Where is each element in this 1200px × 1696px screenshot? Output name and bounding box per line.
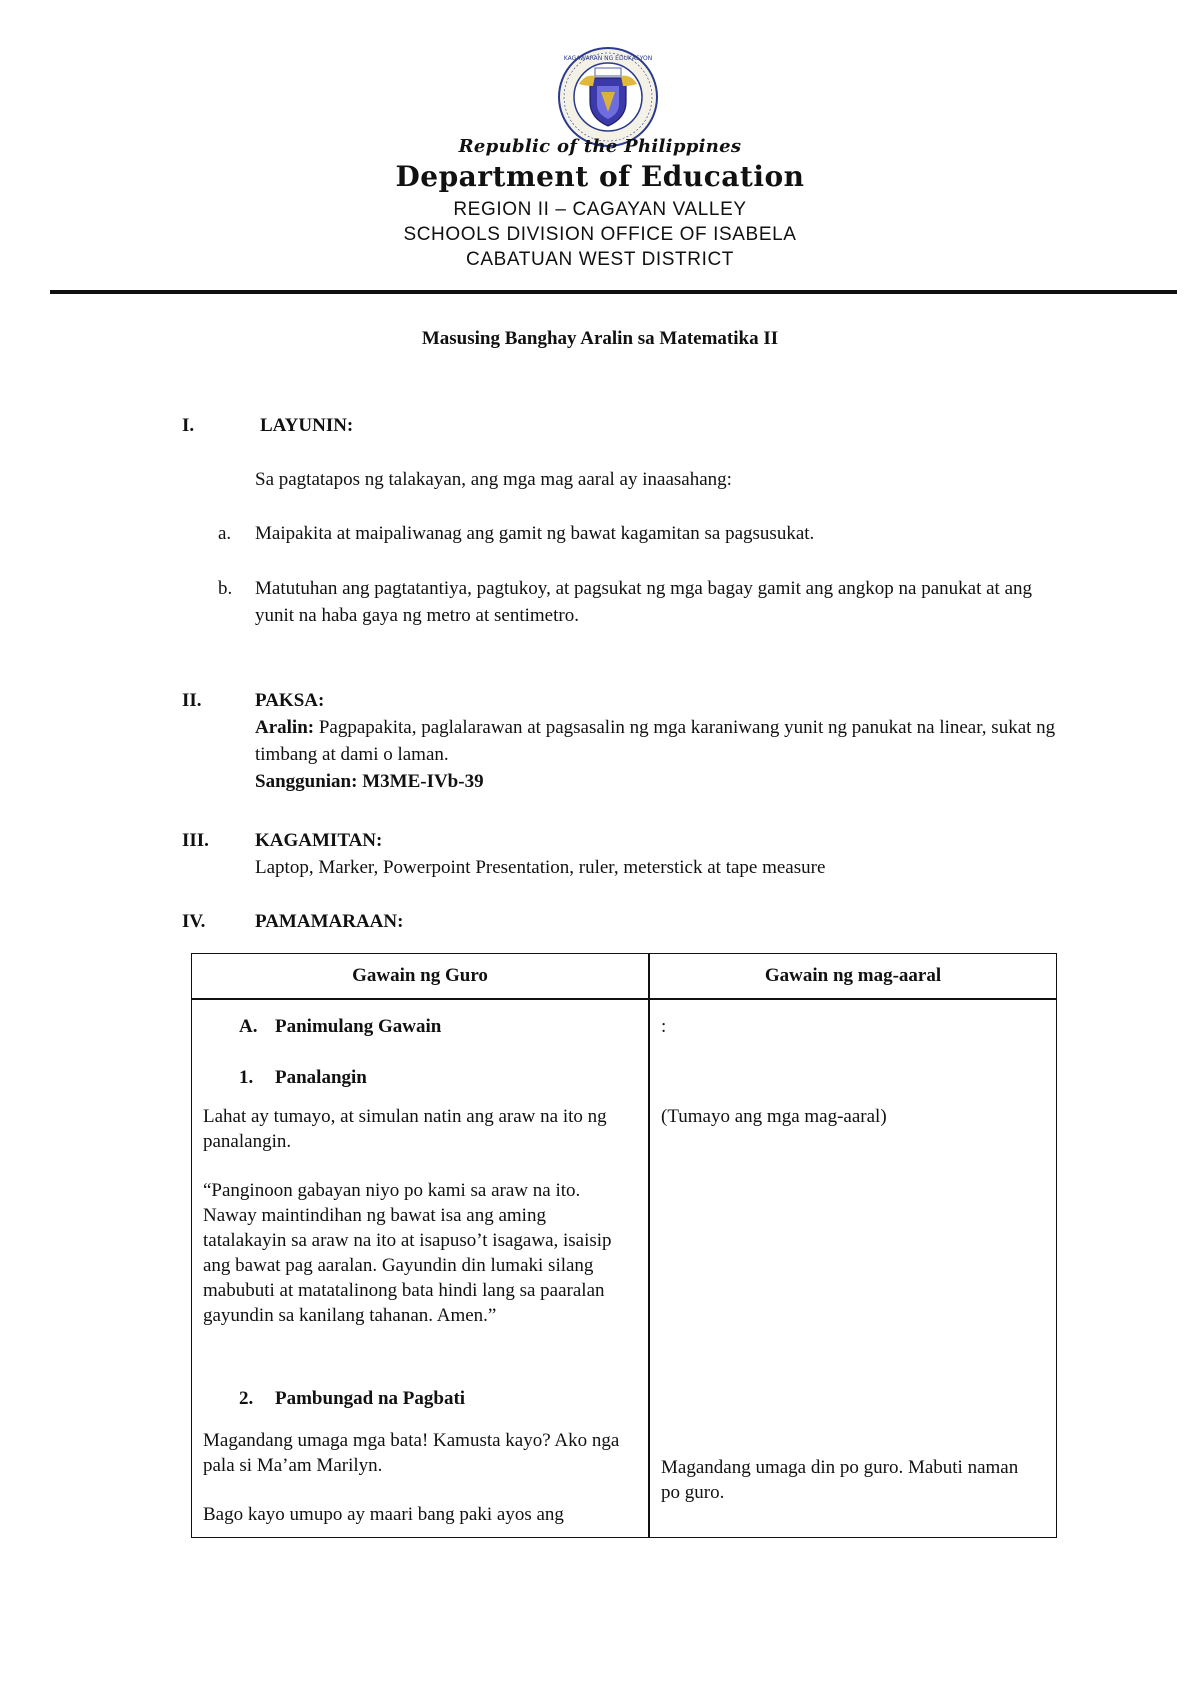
section-numeral: I. (182, 415, 195, 436)
pagbati-heading: Pambungad na Pagbati (275, 1388, 466, 1409)
sanggunian-label: Sanggunian: (255, 771, 358, 792)
list-marker: a. (218, 523, 232, 544)
document-title: Masusing Banghay Aralin sa Matematika II (421, 328, 779, 349)
aralin-paragraph (255, 714, 1065, 768)
layunin-heading: LAYUNIN: (260, 415, 354, 436)
table-header-divider (192, 998, 1056, 1000)
section-numeral: IV. (182, 911, 206, 932)
kagamitan-heading: KAGAMITAN: (255, 830, 383, 851)
student-colon: : (661, 1016, 667, 1037)
layunin-intro: Sa pagtatapos ng talakayan, ang mga mag aaral ay inaasahang: (255, 469, 732, 490)
table-header-guro: Gawain ng Guro (352, 965, 488, 986)
division-line: SCHOOLS DIVISION OFFICE OF ISABELA (403, 224, 797, 245)
item-marker: 2. (239, 1388, 254, 1409)
sanggunian-line (255, 768, 484, 795)
section-marker: A. (239, 1016, 258, 1037)
objective-item: Matutuhan ang pagtatantiya, pagtukoy, at pagsukat ng mga bagay gamit ang angkop na panukat at ang yunit na haba gaya ng metro at sentimetro. (255, 578, 1033, 626)
teacher-instruction: Bago kayo umupo ay maari bang paki ayos ang (203, 1504, 564, 1525)
republic-heading: Republic of the Philippines (458, 136, 742, 157)
student-response: Magandang umaga din po guro. Mabuti naman po guro. (661, 1457, 1019, 1503)
procedure-table (191, 953, 1057, 1538)
section-numeral: III. (182, 830, 209, 851)
list-marker: b. (218, 578, 233, 599)
aralin-text: Pagpapakita, paglalarawan at pagsasalin ng mga karaniwang yunit ng panukat na linear, sukat ng timbang at dami o laman. (255, 717, 1056, 765)
paksa-heading: PAKSA: (255, 690, 325, 711)
panalangin-heading: Panalangin (275, 1067, 367, 1088)
district-line: CABATUAN WEST DISTRICT (466, 249, 734, 270)
sanggunian-text: M3ME-IVb-39 (362, 771, 484, 792)
deped-seal-logo (557, 46, 659, 148)
objective-item: Maipakita at maipaliwanag ang gamit ng bawat kagamitan sa pagsusukat. (255, 523, 815, 544)
region-line: REGION II – CAGAYAN VALLEY (453, 199, 747, 220)
header-divider (50, 290, 1177, 294)
aralin-label: Aralin: (255, 717, 315, 738)
department-heading: Department of Education (395, 160, 805, 193)
table-header-magaaral: Gawain ng mag-aaral (764, 965, 942, 986)
pamamaraan-heading: PAMAMARAAN: (255, 911, 404, 932)
table-column-divider (648, 954, 650, 1537)
prayer-text: “Panginoon gabayan niyo po kami sa araw na ito. Naway maintindihan ng bawat isa ang aming tatalakayin sa araw na ito at isapuso’t isagawa, isaisip ang bawat pag aaralan. Gayundin din lumaki silang mabubuti at matatalinong bata hindi lang sa paaralan gayundin sa kanilang tahanan. Amen.” (203, 1180, 612, 1326)
seal-text: KAGAWARAN NG EDUKASYON (563, 55, 653, 62)
student-response: (Tumayo ang mga mag-aaral) (661, 1106, 887, 1127)
kagamitan-text: Laptop, Marker, Powerpoint Presentation, ruler, meterstick at tape measure (255, 857, 826, 878)
section-numeral: II. (182, 690, 202, 711)
item-marker: 1. (239, 1067, 254, 1088)
teacher-greeting: Magandang umaga mga bata! Kamusta kayo? Ako nga pala si Ma’am Marilyn. (203, 1430, 620, 1476)
teacher-instruction: Lahat ay tumayo, at simulan natin ang araw na ito ng panalangin. (203, 1106, 607, 1152)
section-a-heading: Panimulang Gawain (275, 1016, 442, 1037)
